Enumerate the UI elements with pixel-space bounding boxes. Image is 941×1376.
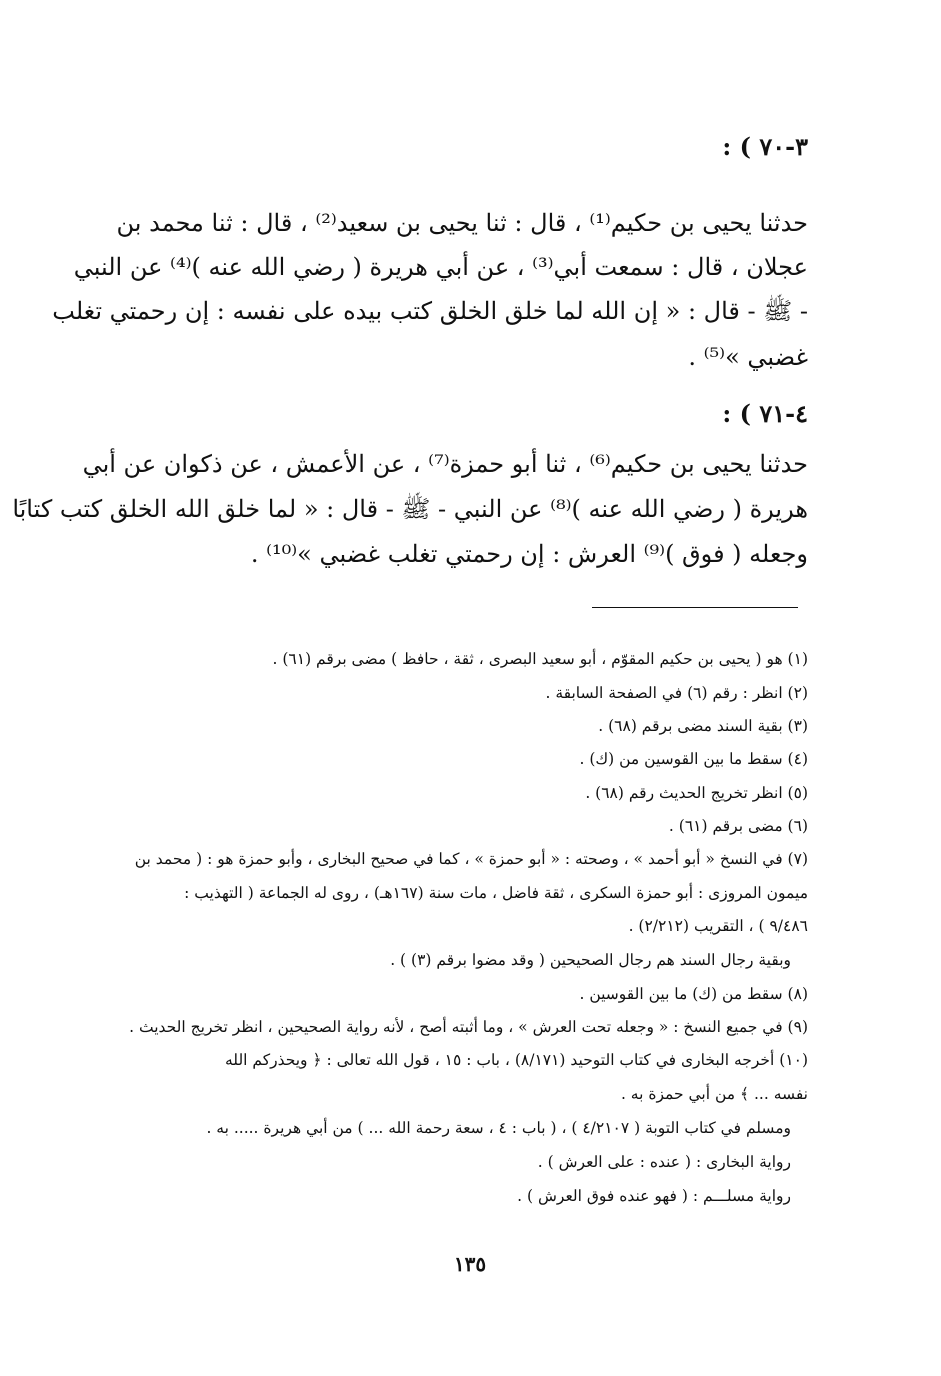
hadith-text-line: - ﷺ - قال : « إن الله لما خلق الخلق كتب بيده على نفسه : إن رحمتي تغلب <box>52 297 808 325</box>
hadith-text-line: حدثنا يحيى بن حكيم⁽⁶⁾ ، ثنا أبو حمزة⁽⁷⁾ ، عن الأعمش ، عن ذكوان عن أبي <box>82 450 808 478</box>
footnote-line: (٣) بقية السند مضى برقم (٦٨) . <box>598 717 808 735</box>
footnote-line: (٨) سقط من (ك) ما بين القوسين . <box>579 985 808 1003</box>
footnote-line: (٢) انظر : رقم (٦) في الصفحة السابقة . <box>545 684 808 702</box>
footnote-line: رواية البخارى : ( عنده : على العرش ) . <box>537 1153 791 1171</box>
footnote-line: ٩/٤٨٦ ) ، التقريب (٢/٢١٢) . <box>628 917 808 935</box>
footnote-line: (٦) مضى برقم (٦١) . <box>668 817 808 835</box>
footnote-line: (٥) انظر تخريج الحديث رقم (٦٨) . <box>585 784 808 802</box>
footnote-line: (٧) في النسخ « أبو أحمد » ، وصحته : « أبو حمزة » ، كما في صحيح البخارى ، وأبو حمزة هو : ( محمد بن <box>134 850 808 868</box>
hadith-heading: ٤-٧١ ) : <box>722 399 808 428</box>
footnote-line: (١) هو ( يحيى بن حكيم المقوّم ، أبو سعيد البصرى ، ثقة ، حافظ ) مضى برقم (٦١) . <box>272 650 808 668</box>
hadith-text-line: وجعله ( فوق )⁽⁹⁾ العرش : إن رحمتي تغلب غضبي »⁽¹⁰⁾ . <box>250 540 808 568</box>
footnote-separator <box>592 607 798 608</box>
footnote-line: ومسلم في كتاب التوبة ( ٤/٢١٠٧ ) ، ( باب : ٤ ، سعة رحمة الله ... ) من أبي هريرة ..... به . <box>206 1119 791 1137</box>
hadith-text-line: هريرة ( رضي الله عنه )⁽⁸⁾ عن النبي - ﷺ - قال : « لما خلق الله الخلق كتب كتابًا <box>12 495 808 523</box>
footnote-line: ميمون المروزى : أبو حمزة السكرى ، ثقة فاضل ، مات سنة (١٦٧هـ) ، روى له الجماعة ( التهذيب : <box>184 884 808 902</box>
footnote-line: رواية مسلـــم : ( فهو عنده فوق العرش ) . <box>517 1187 791 1205</box>
hadith-text-line: حدثنا يحيى بن حكيم⁽¹⁾ ، قال : ثنا يحيى بن سعيد⁽²⁾ ، قال : ثنا محمد بن <box>116 209 808 237</box>
hadith-heading: ٣-٧٠ ) : <box>722 132 808 161</box>
footnote-line: (١٠) أخرجه البخارى في كتاب التوحيد (٨/١٧١) ، باب : ١٥ ، قول الله تعالى : ﴿ ويحذركم الله <box>225 1051 808 1069</box>
footnote-line: (٤) سقط ما بين القوسين من (ك) . <box>579 750 808 768</box>
page-number: ١٣٥ <box>453 1252 487 1276</box>
footnote-line: وبقية رجال السند هم رجال الصحيحين ( وقد مضوا برقم (٣) ) . <box>390 951 791 969</box>
footnote-line: نفسه ... ﴾ من أبي حمزة به . <box>620 1085 808 1103</box>
hadith-text-line: غضبي »⁽⁵⁾ . <box>688 343 808 371</box>
hadith-text-line: عجلان ، قال : سمعت أبي⁽³⁾ ، عن أبي هريرة ( رضي الله عنه )⁽⁴⁾ عن النبي <box>73 253 808 281</box>
footnote-line: (٩) في جميع النسخ : « وجعله تحت العرش » ، وما أثبته أصح ، لأنه رواية الصحيحين ، انظر تخريج الحديث . <box>129 1018 808 1036</box>
